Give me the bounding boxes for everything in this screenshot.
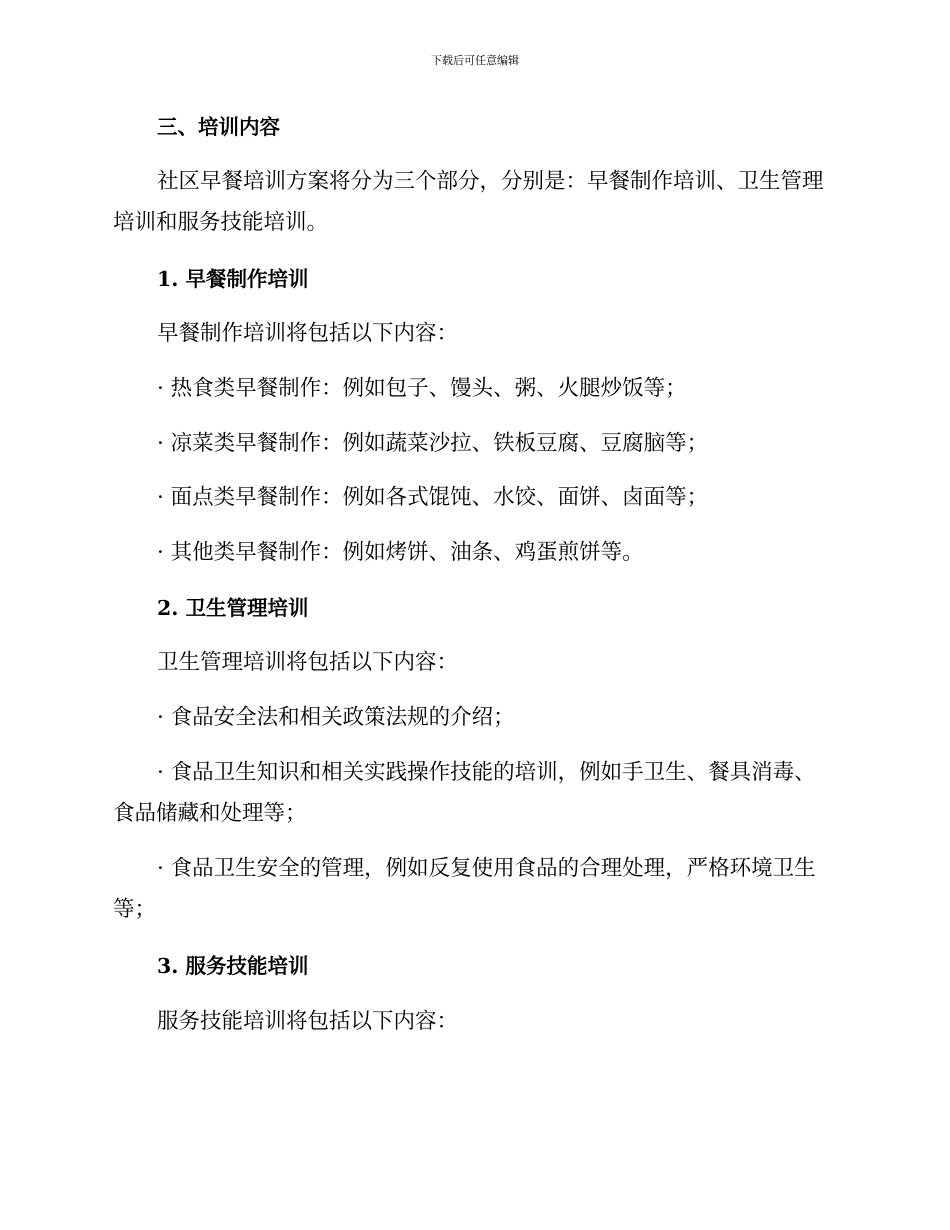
list-item-continuation: 等；	[113, 897, 157, 922]
part1-lead: 早餐制作培训将包括以下内容：	[157, 321, 459, 346]
list-item-continuation: 食品储藏和处理等；	[113, 801, 307, 826]
list-item: · 食品卫生知识和相关实践操作技能的培训，例如手卫生、餐具消毒、	[157, 760, 816, 785]
page-header-note: 下载后可任意编辑	[431, 54, 519, 67]
intro-paragraph-line-2: 培训和服务技能培训。	[113, 210, 329, 235]
list-item: · 面点类早餐制作：例如各式馄饨、水饺、面饼、卤面等；	[157, 485, 709, 510]
section-title: 三、培训内容	[157, 115, 280, 139]
part1-heading: 1. 早餐制作培训	[157, 267, 309, 291]
list-item: · 其他类早餐制作：例如烤饼、油条、鸡蛋煎饼等。	[157, 540, 644, 565]
list-item: · 食品卫生安全的管理，例如反复使用食品的合理处理，严格环境卫生	[157, 856, 816, 881]
part3-lead: 服务技能培训将包括以下内容：	[157, 1009, 459, 1034]
intro-paragraph-line-1: 社区早餐培训方案将分为三个部分，分别是：早餐制作培训、卫生管理	[157, 169, 824, 194]
list-item: · 热食类早餐制作：例如包子、馒头、粥、火腿炒饭等；	[157, 376, 687, 401]
list-item: · 凉菜类早餐制作：例如蔬菜沙拉、铁板豆腐、豆腐脑等；	[157, 431, 709, 456]
part2-lead: 卫生管理培训将包括以下内容：	[157, 650, 459, 675]
part2-heading: 2. 卫生管理培训	[157, 596, 309, 620]
part3-heading: 3. 服务技能培训	[157, 954, 309, 978]
list-item: · 食品安全法和相关政策法规的介绍；	[157, 705, 515, 730]
